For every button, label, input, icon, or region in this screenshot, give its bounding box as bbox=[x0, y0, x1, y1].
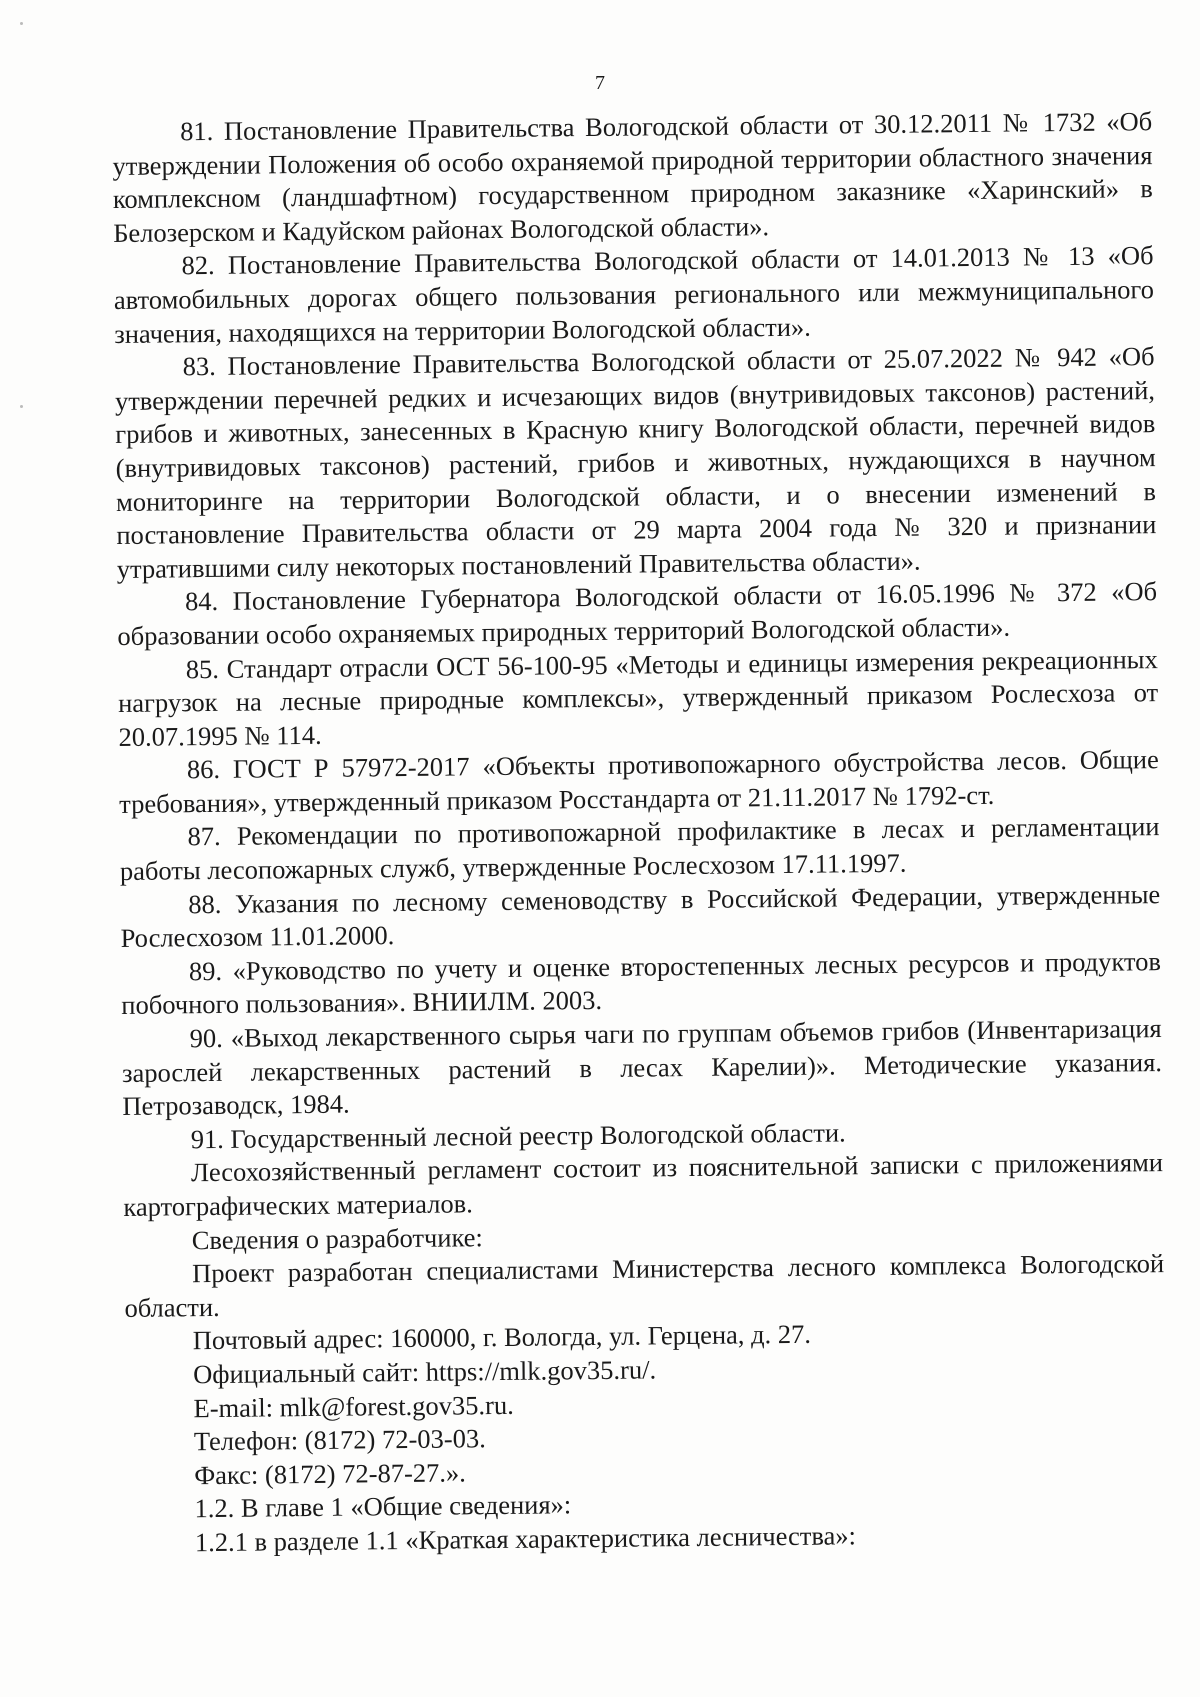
scan-mark bbox=[20, 405, 23, 408]
developer-address: Почтовый адрес: 160000, г. Вологда, ул. Герцена, д. 27. bbox=[192, 1319, 812, 1356]
developer-heading: Сведения о разработчике: bbox=[191, 1221, 483, 1255]
list-item-82: 82. Постановление Правительства Вологодской области от 14.01.2013 № 13 «Об автомобильных дорогах общего пользования регионального или межмуниципального значения, находящихся на территории Вологодской области». bbox=[113, 240, 1155, 349]
list-item-86: 86. ГОСТ Р 57972-2017 «Объекты противопожарного обустройства лесов. Общие требования», утвержденный приказом Росстандарта от 21.11.2017 № 1792-ст. bbox=[119, 744, 1159, 819]
regulation-note: Лесохозяйственный регламент состоит из пояснительной записки с приложениями картографических материалов. bbox=[123, 1147, 1164, 1222]
list-item-91: 91. Государственный лесной реестр Вологодской области. bbox=[190, 1117, 846, 1155]
developer-phone: Телефон: (8172) 72-03-03. bbox=[193, 1423, 486, 1457]
page-number: 7 bbox=[595, 72, 605, 94]
section-heading-1-2: 1.2. В главе 1 «Общие сведения»: bbox=[194, 1489, 572, 1524]
list-item-83: 83. Постановление Правительства Вологодской области от 25.07.2022 № 942 «Об утверждении перечней редких и исчезающих видов (внутривидовых таксонов) растений, грибов и животных, занесенных в Красную книгу Вологодской области, перечней видов (внутривидовых таксонов) растений, грибов и животных, нуждающихся в научном мониторинге на территории Вологодской области, и о внесении изменений в постановление Правительства области от 29 марта 2004 года № 320 и признании утратившими силу некоторых постановлений Правительства области». bbox=[114, 341, 1157, 584]
document-body bbox=[112, 105, 1167, 1560]
list-item-87: 87. Рекомендации по противопожарной профилактике в лесах и регламентации работы лесопожарных служб, утвержденные Рослесхозом 17.11.1997. bbox=[119, 811, 1160, 887]
developer-fax: Факс: (8172) 72-87-27.». bbox=[194, 1457, 466, 1490]
section-heading-1-2-1: 1.2.1 в разделе 1.1 «Краткая характеристика лесничества»: bbox=[194, 1520, 857, 1558]
scan-mark bbox=[20, 22, 23, 25]
list-item-90: 90. «Выход лекарственного сырья чаги по группам объемов грибов (Инвентаризация зарослей лекарственных растений в лесах Карелии)». Методические указания. Петрозаводск, 1984. bbox=[121, 1013, 1163, 1122]
list-item-85: 85. Стандарт отрасли ОСТ 56-100-95 «Методы и единицы измерения рекреационных нагрузок на лесные природные комплексы», утвержденный приказом Рослесхоза от 20.07.1995 № 114. bbox=[117, 643, 1159, 752]
list-item-89: 89. «Руководство по учету и оценке второстепенных лесных ресурсов и продуктов побочного пользования». ВНИИЛМ. 2003. bbox=[121, 945, 1162, 1021]
list-item-84: 84. Постановление Губернатора Вологодской области от 16.05.1996 № 372 «Об образовании особо охраняемых природных территорий Вологодской области». bbox=[117, 576, 1158, 651]
developer-website: Официальный сайт: https://mlk.gov35.ru/. bbox=[193, 1354, 657, 1390]
list-item-88: 88. Указания по лесному семеноводству в Российской Федерации, утвержденные Рослесхозом 11.01.2000. bbox=[120, 878, 1161, 954]
list-item-81: 81. Постановление Правительства Вологодской области от 30.12.2011 № 1732 «Об утверждении Положения об особо охраняемой природной территории областного значения комплексном (ландшафтном) государственном природном заказнике «Харинский» в Белозерском и Кадуйском районах Вологодской области». bbox=[112, 106, 1153, 248]
developer-email: E-mail: mlk@forest.gov35.ru. bbox=[193, 1389, 514, 1423]
developer-project: Проект разработан специалистами Министерства лесного комплекса Вологодской области. bbox=[124, 1248, 1165, 1323]
